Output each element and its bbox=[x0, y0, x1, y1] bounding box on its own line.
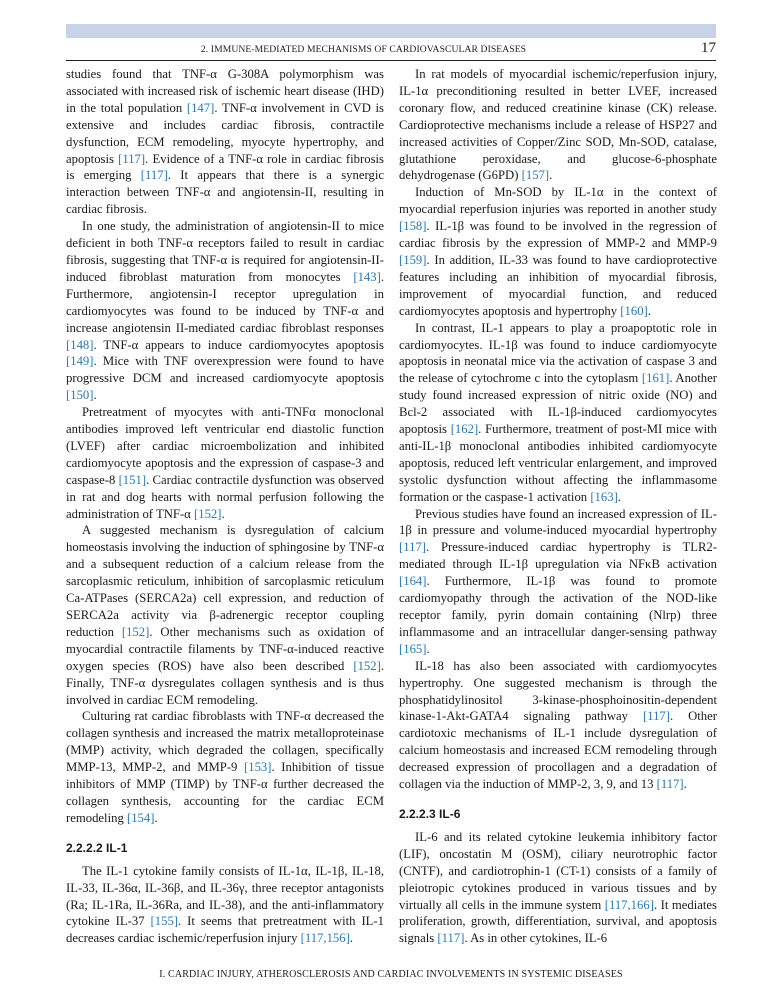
citation-link[interactable]: [164] bbox=[399, 574, 427, 589]
paragraph: IL-6 and its related cytokine leukemia inhibitory factor (LIF), oncostatin M (OSM), ciliary neurotrophic factor (CNTF), and cardiotrophin-1 (CT-1) consists of a family of pleiotropic cytokines produced in various tissues and by virtually all cells in the immune system [117,166]. It mediates proliferation, growth, differentiation, survival, and apoptosis signals [117]. As in other cytokines, IL-6 bbox=[399, 829, 717, 946]
paragraph: Pretreatment of myocytes with anti-TNFα monoclonal antibodies improved left ventricular end diastolic function (LVEF) after cardiac microembolization and inhibited cardiomyocyte apoptosis and the expression of caspase-3 and caspase-8 [151]. Cardiac contractile dysfunction was observed in rat and dog hearts with normal perfusion following the administration of TNF-α [152]. bbox=[66, 405, 384, 521]
citation-link[interactable]: [143] bbox=[353, 269, 381, 284]
paragraph: IL-18 has also been associated with cardiomyocytes hypertrophy. One suggested mechanism is through the phosphatidylinositol 3-kinase-phosphoinositin-dependent kinase-1-Akt-GATA4 signaling pathway [117]. Other cardiotoxic mechanisms of IL-1 include dysregulation of calcium homeostasis and increased ECM remodeling through decreased expression of procollagen and a degradation of collagen via the induction of MMP-2, 3, 9, and 13 [117]. bbox=[399, 658, 717, 792]
citation-link[interactable]: [117] bbox=[140, 168, 168, 183]
citation-link[interactable]: [149] bbox=[66, 354, 94, 369]
citation-link[interactable]: [152] bbox=[121, 624, 150, 639]
paragraph: Culturing rat cardiac fibroblasts with TNF-α decreased the collagen synthesis and increased the matrix metalloproteinase (MMP) activity, which degraded the collagen, specifically MMP-13, MMP-2, and MMP-9 [153]. Inhibition of tissue inhibitors of MMP (TIMP) by TNF-α further decreased the collagen synthesis, accounting for the cardiac ECM remodeling [154]. bbox=[66, 709, 384, 825]
citation-link[interactable]: [151] bbox=[118, 472, 147, 487]
paragraph: studies found that TNF-α G-308A polymorphism was associated with increased risk of ischemic heart disease (IHD) in the total population [147]. TNF-α involvement in CVD is extensive and includes cardiac fibrosis, contractile dysfunction, ECM remodeling, myocyte hypertrophy, and apoptosis [117]. Evidence of a TNF-α role in cardiac fibrosis is emerging [117]. It appears that there is a synergic interaction between TNF-α and angiotensin-II, resulting in cardiac fibrosis. bbox=[66, 67, 384, 217]
citation-link[interactable]: [152] bbox=[353, 658, 381, 673]
citation-link[interactable]: [154] bbox=[126, 810, 155, 825]
section-heading-il-6: 2.2.2.3 IL-6 bbox=[399, 806, 461, 821]
section-heading-il-1: 2.2.2.2 IL-1 bbox=[66, 840, 128, 855]
citation-link[interactable]: [117,156] bbox=[300, 931, 350, 946]
paragraph: Previous studies have found an increased expression of IL-1β in pressure and volume-induced myocardial hypertrophy [117]. Pressure-induced cardiac hypertrophy is TLR2-mediated through IL-1β upregulation via NFκB activation [164]. Furthermore, IL-1β was found to promote cardiomyopathy through the activation of the NOD-like receptor family, pyrin domain containing (Nlrp) three inflammasome and an intracellular danger-sensing pathway [165]. bbox=[399, 506, 717, 656]
paragraph: In rat models of myocardial ischemic/reperfusion injury, IL-1α preconditioning resulted in better LVEF, increased coronary flow, and reduced creatinine kinase (CK) release. Cardioprotective mechanisms include a release of HSP27 and increased activities of Copper/Zinc SOD, Mn-SOD, catalase, glutathione peroxidase, and glucose-6-phosphate dehydrogenase (G6PD) [157]. bbox=[399, 67, 717, 183]
running-head bbox=[66, 40, 716, 61]
citation-link[interactable]: [152] bbox=[194, 506, 222, 521]
citation-link[interactable]: [162] bbox=[450, 422, 479, 437]
left-column bbox=[66, 66, 384, 947]
paragraph: In contrast, IL-1 appears to play a proapoptotic role in cardiomyocytes. IL-1β was found to induce cardiomyocyte apoptosis in neonatal mice via the activation of caspase 3 and the release of cytochrome c into the cytoplasm [161]. Another study found increased expression of nitric oxide (NO) and Bcl-2 associated with IL-1β-induced cardiomyocytes apoptosis [162]. Furthermore, treatment of post-MI mice with anti-IL-1β monoclonal antibodies inhibited cardiomyocyte apoptosis, reduced left ventricular enlargement, and improved systolic dysfunction without affecting the inflammasome formation or the caspase-1 activation [163]. bbox=[399, 320, 717, 504]
citation-link[interactable]: [117] bbox=[642, 709, 670, 724]
citation-link[interactable]: [158] bbox=[399, 219, 427, 234]
citation-link[interactable]: [117,166] bbox=[604, 897, 654, 912]
citation-link[interactable]: [148] bbox=[66, 337, 94, 352]
paragraph: A suggested mechanism is dysregulation of calcium homeostasis involving the induction of sphingosine by TNF-α and a subsequent reduction of a calcium release from the sarcoplasmic reticulum, inhibition of sarcoplasmic reticulum Ca-ATPases (SERCA2a) cell expression, and reduction of SERCA2a activity via β-adrenergic receptor coupling reduction [152]. Other mechanisms such as oxidation of myocardial contractile filaments by TNF-α-induced reactive oxygen species (ROS) have also been described [152]. Finally, TNF-α dysregulates collagen synthesis and is thus involved in cardiac ECM remodeling. bbox=[66, 523, 384, 707]
running-title: 2. IMMUNE-MEDIATED MECHANISMS OF CARDIOVASCULAR DISEASES bbox=[200, 44, 527, 55]
citation-link[interactable]: [159] bbox=[399, 252, 427, 267]
citation-link[interactable]: [147] bbox=[186, 100, 215, 115]
citation-link[interactable]: [117] bbox=[399, 540, 427, 555]
citation-link[interactable]: [153] bbox=[244, 760, 272, 775]
citation-link[interactable]: [117] bbox=[656, 777, 684, 792]
paragraph: Induction of Mn-SOD by IL-1α in the context of myocardial reperfusion injuries was reported in another study [158]. IL-1β was found to be involved in the regression of cardiac fibrosis by the expression of MMP-2 and MMP-9 [159]. In addition, IL-33 was found to have cardioprotective features including an inhibition of myocardial fibrosis, improvement of myocardial function, and reduced cardiomyocytes apoptosis and hypertrophy [160]. bbox=[399, 185, 717, 318]
citation-link[interactable]: [160] bbox=[620, 303, 648, 318]
citation-link[interactable]: [161] bbox=[641, 371, 670, 386]
paragraph: In one study, the administration of angiotensin-II to mice deficient in both TNF-α receptors failed to result in cardiac fibrosis, suggesting that TNF-α is required for angiotensin-II-induced fibroblast maturation from monocytes [143]. Furthermore, angiotensin-I receptor upregulation in cardiomyocytes was found to be induced by TNF-α and increase angiotensin II-mediated cardiac fibroblast responses [148]. TNF-α appears to induce cardiomyocytes apoptosis [149]. Mice with TNF overexpression were found to have progressive DCM and increased cardiomyocyte apoptosis [150]. bbox=[66, 219, 384, 403]
citation-link[interactable]: [165] bbox=[399, 641, 427, 656]
page-footer: I. CARDIAC INJURY, ATHEROSCLEROSIS AND CARDIAC INVOLVEMENTS IN SYSTEMIC DISEASES bbox=[159, 969, 623, 980]
page-number: 17 bbox=[701, 40, 716, 56]
citation-link[interactable]: [157] bbox=[521, 168, 550, 183]
header-band bbox=[66, 24, 716, 38]
citation-link[interactable]: [117] bbox=[118, 151, 146, 166]
citation-link[interactable]: [163] bbox=[590, 489, 618, 504]
paragraph: The IL-1 cytokine family consists of IL-1α, IL-1β, IL-18, IL-33, IL-36α, IL-36β, and IL-36γ, three receptor antagonists (Ra; IL-1Ra, IL-36Ra, and IL-38), and the anti-inflammatory cytokine IL-37 [155]. It seems that pretreatment with IL-1 decreases cardiac ischemic/reperfusion injury [117,156]. bbox=[66, 863, 384, 946]
citation-link[interactable]: [150] bbox=[66, 388, 94, 403]
citation-link[interactable]: [155] bbox=[150, 914, 179, 929]
citation-link[interactable]: [117] bbox=[437, 931, 465, 946]
right-column bbox=[399, 66, 717, 947]
